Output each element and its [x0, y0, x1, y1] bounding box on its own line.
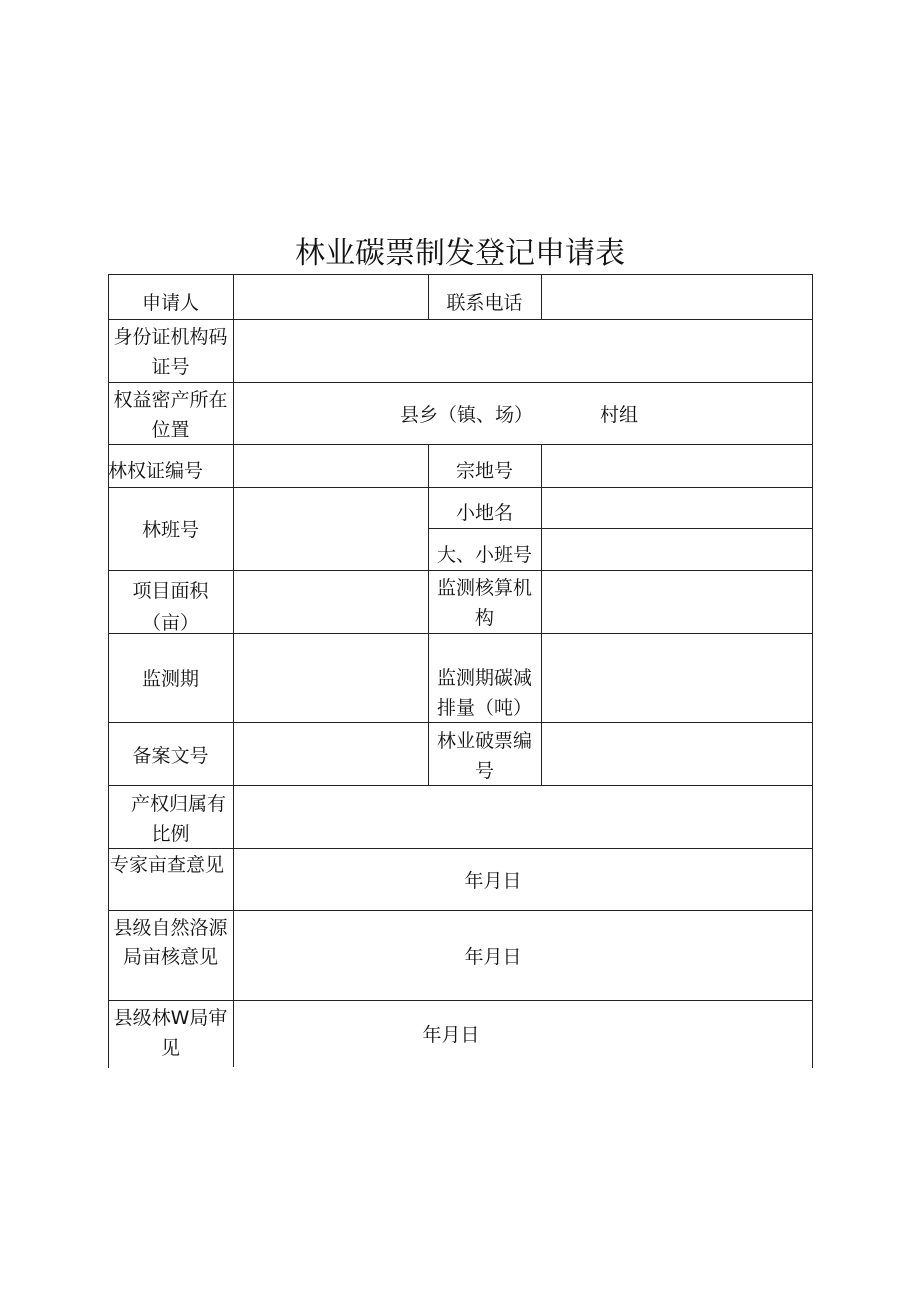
county-forestry-label-line1: 县级林W局审 — [113, 1007, 228, 1029]
county-resource-date: 年月日 — [464, 946, 522, 968]
filing-no-label: 备案文号 — [132, 745, 209, 767]
application-form-table — [108, 274, 813, 1069]
county-forestry-date: 年月日 — [422, 1024, 480, 1046]
project-area-label-line1: 项目面积 — [132, 580, 209, 602]
row-divider — [108, 487, 812, 488]
applicant-label: 申请人 — [141, 292, 199, 314]
forest-class-label: 林班号 — [141, 519, 199, 541]
phone-label: 联系电话 — [446, 292, 523, 314]
location-label-line2: 位置 — [151, 419, 190, 441]
county-resource-label-line1: 县级自然洛源 — [113, 917, 228, 939]
county-town-label: 县乡（镇、场） — [400, 404, 534, 426]
location-label-line1: 权益密产所在 — [113, 389, 228, 411]
ownership-label-line2: 比例 — [151, 823, 190, 845]
row-divider — [108, 1000, 812, 1001]
monitoring-period-label: 监测期 — [141, 668, 199, 690]
ticket-no-label-line2: 号 — [474, 760, 494, 782]
village-group-label: 村组 — [600, 404, 639, 426]
expert-review-date: 年月日 — [464, 870, 522, 892]
forest-cert-label: 林权证编号 — [108, 460, 204, 482]
row-divider — [108, 382, 812, 383]
class-no-label: 大、小班号 — [436, 544, 532, 566]
ownership-label-line1: 产权归属有 — [130, 793, 226, 815]
row-divider — [108, 910, 812, 911]
id-label-line2: 证号 — [151, 356, 190, 378]
row-divider — [428, 528, 812, 529]
form-title: 林业碳票制发登记申请表 — [295, 236, 625, 271]
id-label-line1: 身份证机构码 — [113, 326, 228, 348]
agency-label-line2: 构 — [474, 607, 494, 629]
reduction-label-line2: 排量（吨） — [436, 697, 532, 719]
county-forestry-label-line2: 见 — [160, 1037, 180, 1059]
column-divider — [541, 444, 542, 785]
row-divider — [108, 319, 812, 320]
expert-review-label: 专家亩查意见 — [110, 854, 225, 876]
parcel-no-label: 宗地号 — [455, 460, 513, 482]
county-resource-label-line2: 局亩核意见 — [122, 946, 218, 968]
row-divider — [108, 570, 812, 571]
row-divider — [108, 633, 812, 634]
column-divider — [541, 274, 542, 319]
reduction-label-line1: 监测期碳减 — [436, 667, 532, 689]
small-place-name-label: 小地名 — [455, 502, 513, 524]
project-area-label-line2: （亩） — [141, 612, 199, 632]
ticket-no-label-line1: 林业破票编 — [436, 730, 532, 752]
column-divider — [233, 274, 234, 1067]
agency-label-line1: 监测核算机 — [436, 577, 532, 599]
